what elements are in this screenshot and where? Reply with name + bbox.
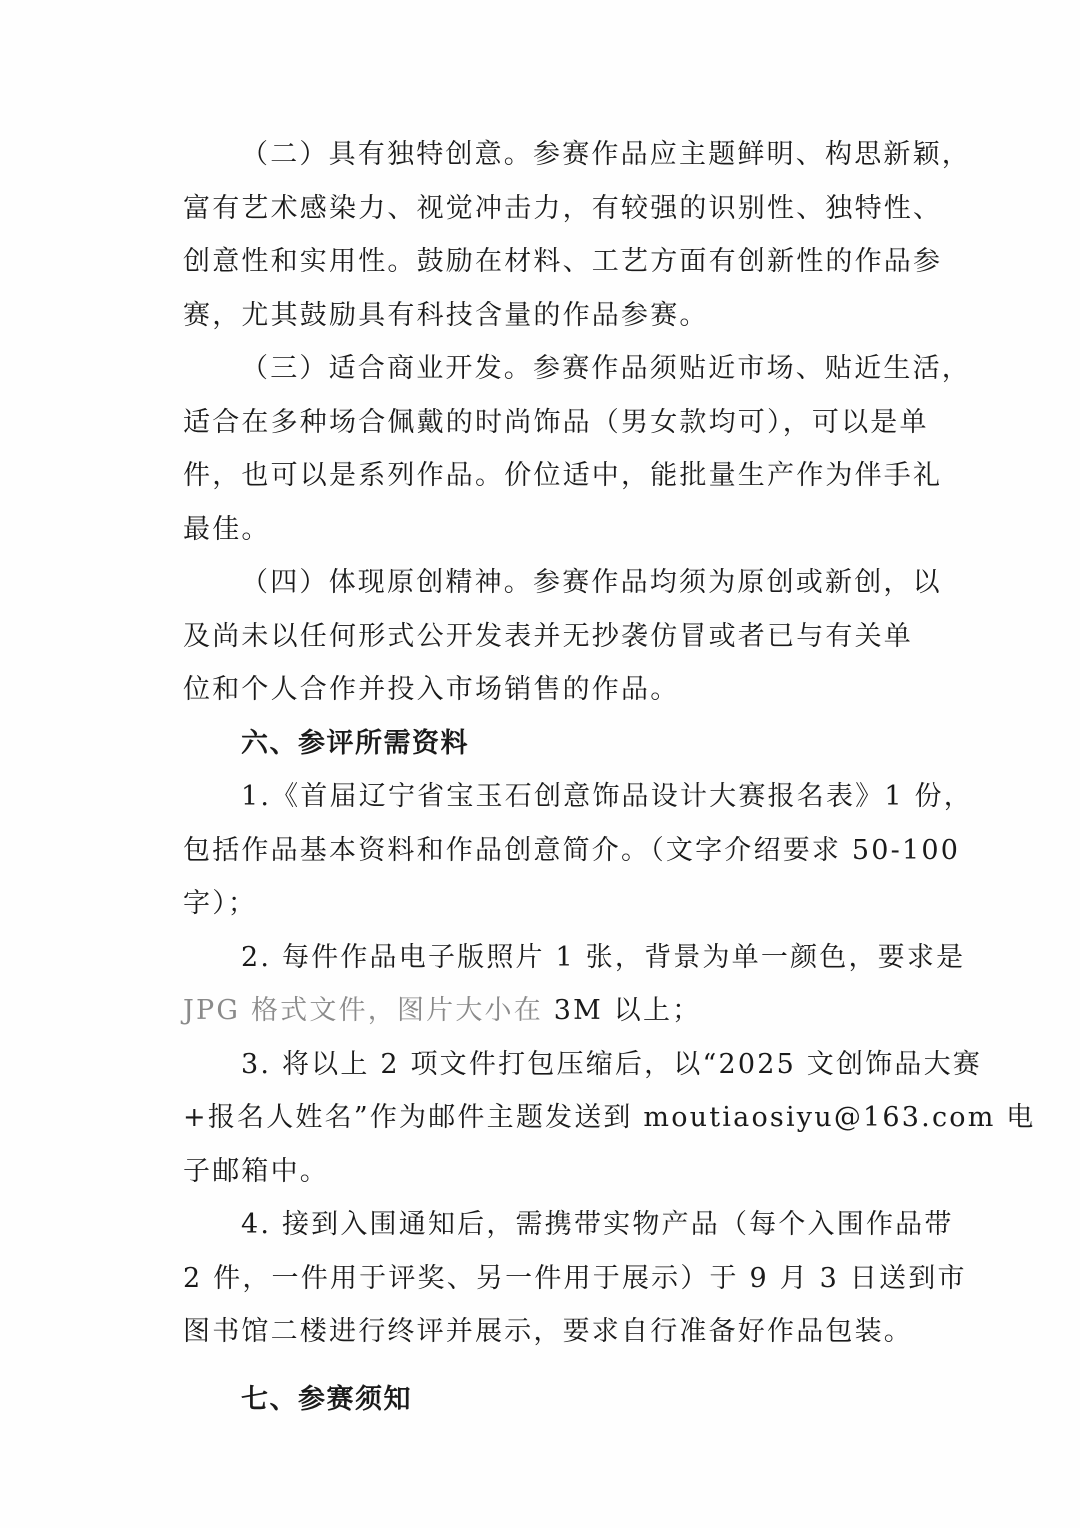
paragraph-4-line-3: 位和个人合作并投入市场销售的作品。 xyxy=(183,674,680,705)
item-3-line-3: 子邮箱中。 xyxy=(183,1155,329,1187)
item-2-size-value: 3M 以上； xyxy=(542,995,702,1026)
item-4-line-1: 4. 接到入围通知后，需携带实物产品（每个入围作品带 xyxy=(241,1209,954,1240)
item-1-line-1: 1.《首届辽宁省宝玉石创意饰品设计大赛报名表》1 份， xyxy=(241,781,973,812)
paragraph-2-line-1: （二）具有独特创意。参赛作品应主题鲜明、构思新颖， xyxy=(241,139,971,170)
section-heading-7: 七、参赛须知 xyxy=(241,1383,412,1415)
item-2-format-text: JPG 格式文件， xyxy=(183,995,397,1026)
paragraph-3-line-4: 最佳。 xyxy=(183,513,271,545)
item-1-line-2: 包括作品基本资料和作品创意简介。（文字介绍要求 50-100 xyxy=(183,834,961,866)
item-2-line-1: 2. 每件作品电子版照片 1 张，背景为单一颜色，要求是 xyxy=(241,941,966,973)
item-4-line-3: 图书馆二楼进行终评并展示，要求自行准备好作品包装。 xyxy=(183,1316,913,1347)
paragraph-3-line-2: 适合在多种场合佩戴的时尚饰品（男女款均可），可以是单 xyxy=(183,406,929,438)
item-2-size-text: 图片大小在 xyxy=(396,995,543,1026)
paragraph-2-line-2: 富有艺术感染力、视觉冲击力，有较强的识别性、独特性、 xyxy=(183,192,943,224)
paragraph-3-line-1: （三）适合商业开发。参赛作品须贴近市场、贴近生活， xyxy=(241,353,971,384)
section-heading-6: 六、参评所需资料 xyxy=(241,727,469,759)
item-3-line-2: +报名人姓名”作为邮件主题发送到 moutiaosiyu@163.com 电 xyxy=(183,1102,1036,1133)
item-3-line-1: 3. 将以上 2 项文件打包压缩后，以“2025 文创饰品大赛 xyxy=(241,1048,982,1080)
paragraph-2-line-4: 赛，尤其鼓励具有科技含量的作品参赛。 xyxy=(183,299,709,331)
paragraph-4-line-2: 及尚未以任何形式公开发表并无抄袭仿冒或者已与有关单 xyxy=(183,620,913,652)
document-body xyxy=(183,128,1036,1426)
item-1-line-3: 字）； xyxy=(183,888,258,919)
item-2-line-2 xyxy=(183,984,923,1038)
paragraph-3-line-3: 件，也可以是系列作品。价位适中，能批量生产作为伴手礼 xyxy=(183,460,943,491)
paragraph-2-line-3: 创意性和实用性。鼓励在材料、工艺方面有创新性的作品参 xyxy=(183,246,943,277)
paragraph-4-line-1: （四）体现原创精神。参赛作品均须为原创或新创，以 xyxy=(241,567,942,598)
item-4-line-2: 2 件，一件用于评奖、另一件用于展示）于 9 月 3 日送到市 xyxy=(183,1262,967,1294)
spacer xyxy=(183,1359,923,1373)
